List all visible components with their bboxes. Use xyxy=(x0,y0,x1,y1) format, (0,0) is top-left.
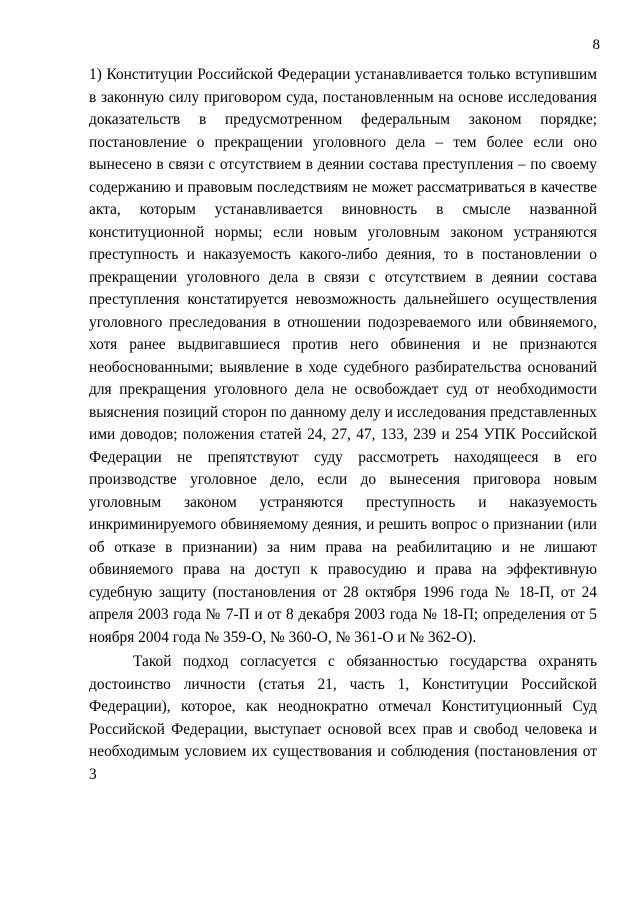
page-number: 8 xyxy=(592,37,600,53)
paragraph-continuation: 1) Конституции Российской Федерации устанавливается только вступившим в законную силу приговором суда, постановленным на основе исследования доказательств в предусмотренном федеральным законом порядке; постановление о прекращении уголовного дела – тем более если оно вынесено в связи с отсутствием в деянии состава преступления – по своему содержанию и правовым последствиям не может рассматриваться в качестве акта, которым устанавливается виновность в смысле названной конституционной нормы; если новым уголовным законом устраняются преступность и наказуемость какого-либо деяния, то в постановлении о прекращении уголовного дела в связи с отсутствием в деянии состава преступления констатируется невозможность дальнейшего осуществления уголовного преследования в отношении подозреваемого или обвиняемого, хотя ранее выдвигавшиеся против него обвинения и не признаются необоснованными; выявление в ходе судебного разбирательства оснований для прекращения уголовного дела не освобождает суд от необходимости выяснения позиций сторон по данному делу и исследования представленных ими доводов; положения статей 24, 27, 47, 133, 239 и 254 УПК Российской Федерации не препятствуют суду рассмотреть находящееся в его производстве уголовное дело, если до вынесения приговора новым уголовным законом устраняются преступность и наказуемость инкриминируемого обвиняемому деяния, и решить вопрос о признании (или об отказе в признании) за ним права на реабилитацию и не лишают обвиняемого права на доступ к правосудию и права на эффективную судебную защиту (постановления от 28 октября 1996 года № 18-П, от 24 апреля 2003 года № 7-П и от 8 декабря 2003 года № 18-П; определения от 5 ноября 2004 года № 359-О, № 360-О, № 361-О и № 362-О). xyxy=(89,66,597,646)
paragraph-dignity: Такой подход согласуется с обязанностью государства охранять достоинство личности (статья 21, часть 1, Конституции Российской Федерации), которое, как неоднократно отмечал Конституционный Суд Российской Федерации, выступает основой всех прав и свобод человека и необходимым условием их существования и соблюдения (постановления от 3 xyxy=(89,653,597,783)
document-body xyxy=(89,64,597,786)
